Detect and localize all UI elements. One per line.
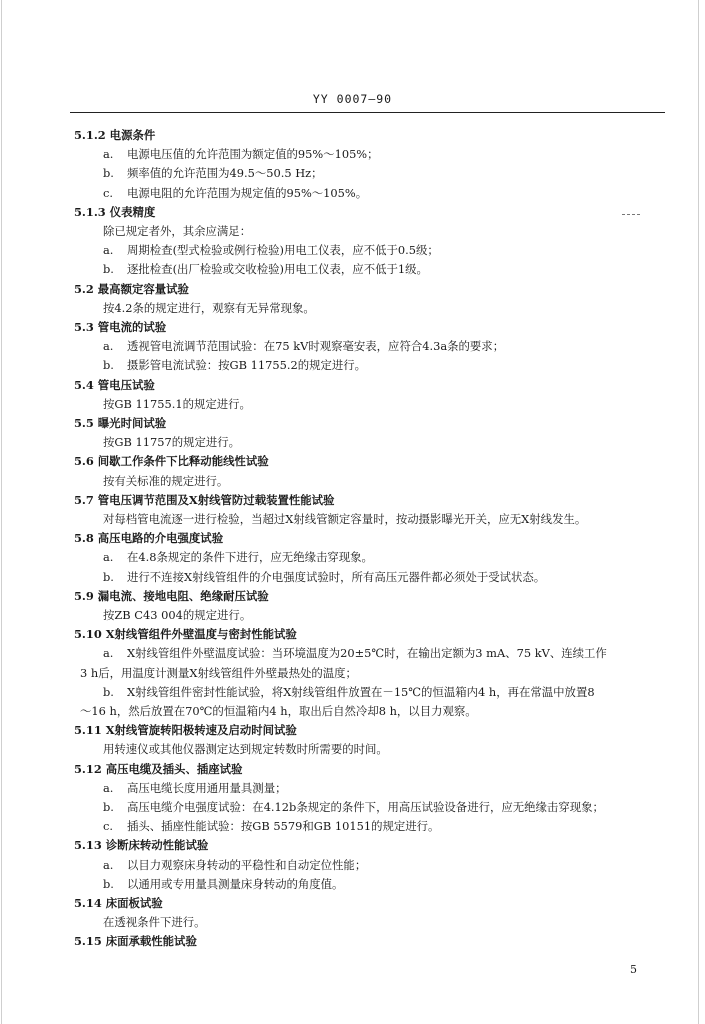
list-item-text: 高压电缆介电强度试验：在4.12b条规定的条件下，用高压试验设备进行，应无绝缘击穿现象； xyxy=(127,800,604,814)
section-heading: 5.7 管电压调节范围及X射线管防过载装置性能试验 xyxy=(74,493,335,507)
section-heading: 5.2 最高额定容量试验 xyxy=(74,282,189,296)
section-heading: 5.8 高压电路的介电强度试验 xyxy=(74,531,224,545)
list-item xyxy=(103,550,373,564)
section-heading: 5.6 间歇工作条件下比释动能线性试验 xyxy=(74,454,269,468)
list-item-label: b. xyxy=(103,570,114,584)
list-item-label: a. xyxy=(103,147,114,161)
paragraph: 按ZB C43 004的规定进行。 xyxy=(103,608,252,622)
list-item-label: c. xyxy=(103,819,114,833)
list-item-text: 以目力观察床身转动的平稳性和自动定位性能； xyxy=(127,858,367,872)
list-item-text: 以通用或专用量具测量床身转动的角度值。 xyxy=(127,877,344,891)
list-item-label: a. xyxy=(103,550,114,564)
list-item xyxy=(103,186,367,200)
section-heading: 5.3 管电流的试验 xyxy=(74,320,167,334)
list-item-text: 插头、插座性能试验：按GB 5579和GB 10151的规定进行。 xyxy=(127,819,440,833)
list-item-text: 在4.8条规定的条件下进行，应无绝缘击穿现象。 xyxy=(127,550,373,564)
list-item xyxy=(103,877,343,891)
section-heading: 5.9 漏电流、接地电阻、绝缘耐压试验 xyxy=(74,589,269,603)
list-item-label: a. xyxy=(103,781,114,795)
list-item-label: b. xyxy=(103,877,114,891)
list-item-label: b. xyxy=(103,685,114,699)
continuation-line: ～16 h，然后放置在70℃的恒温箱内4 h，取出后自然冷却8 h，以目力观察。 xyxy=(80,704,477,718)
list-item-text: X射线管组件外壁温度试验：当环境温度为20±5℃时，在输出定额为3 mA、75 kV、连续工作 xyxy=(127,646,607,660)
paragraph: 按GB 11757的规定进行。 xyxy=(103,435,241,449)
section-heading: 5.4 管电压试验 xyxy=(74,378,155,392)
paragraph: 用转速仪或其他仪器测定达到规定转数时所需要的时间。 xyxy=(103,742,388,756)
list-item xyxy=(103,570,545,584)
list-item-text: 高压电缆长度用通用量具测量； xyxy=(127,781,287,795)
section-heading: 5.1.2 电源条件 xyxy=(74,128,156,142)
continuation-line: 3 h后，用温度计测量X射线管组件外壁最热处的温度； xyxy=(80,666,357,680)
list-item-text: 频率值的允许范围为49.5～50.5 Hz； xyxy=(127,166,323,180)
scan-mark xyxy=(622,214,640,215)
list-item xyxy=(103,819,439,833)
list-item-label: b. xyxy=(103,358,114,372)
list-item xyxy=(103,800,604,814)
section-heading: 5.13 诊断床转动性能试验 xyxy=(74,838,209,852)
section-heading: 5.14 床面板试验 xyxy=(74,896,163,910)
section-heading: 5.1.3 仪表精度 xyxy=(74,205,156,219)
list-item-label: c. xyxy=(103,186,114,200)
list-item-text: 电源电阻的允许范围为规定值的95%～105%。 xyxy=(127,186,368,200)
list-item xyxy=(103,858,366,872)
list-item-label: a. xyxy=(103,646,114,660)
paragraph: 按GB 11755.1的规定进行。 xyxy=(103,397,251,411)
list-item xyxy=(103,781,286,795)
list-item xyxy=(103,147,379,161)
paragraph: 除已规定者外，其余应满足： xyxy=(103,224,252,238)
page-header: YY 0007—90 xyxy=(312,92,393,106)
section-heading: 5.11 X射线管旋转阳极转速及启动时间试验 xyxy=(74,723,297,737)
section-heading: 5.5 曝光时间试验 xyxy=(74,416,167,430)
list-item-label: b. xyxy=(103,166,114,180)
header-rule xyxy=(70,112,665,113)
list-item-label: a. xyxy=(103,339,114,353)
section-heading: 5.15 床面承载性能试验 xyxy=(74,934,197,948)
list-item-label: a. xyxy=(103,858,114,872)
list-item xyxy=(103,243,439,257)
list-item-text: 周期检查(型式检验或例行检验)用电工仪表，应不低于0.5级； xyxy=(127,243,439,257)
list-item-text: X射线管组件密封性能试验，将X射线管组件放置在－15℃的恒温箱内4 h，再在常温中放置8 xyxy=(127,685,595,699)
list-item xyxy=(103,685,595,699)
list-item-label: b. xyxy=(103,800,114,814)
list-item-label: b. xyxy=(103,262,114,276)
list-item-label: a. xyxy=(103,243,114,257)
list-item xyxy=(103,339,504,353)
list-item-text: 透视管电流调节范围试验：在75 kV时观察毫安表，应符合4.3a条的要求； xyxy=(127,339,505,353)
page-number: 5 xyxy=(630,963,637,976)
list-item-text: 进行不连接X射线管组件的介电强度试验时，所有高压元器件都必须处于受试状态。 xyxy=(127,570,546,584)
paragraph: 按4.2条的规定进行，观察有无异常现象。 xyxy=(103,301,315,315)
list-item xyxy=(103,358,366,372)
scan-edge-left xyxy=(1,0,2,1024)
list-item xyxy=(103,166,323,180)
list-item-text: 逐批检查(出厂检验或交收检验)用电工仪表，应不低于1级。 xyxy=(127,262,428,276)
paragraph: 按有关标准的规定进行。 xyxy=(103,474,229,488)
section-heading: 5.12 高压电缆及插头、插座试验 xyxy=(74,762,243,776)
list-item-text: 电源电压值的允许范围为额定值的95%～105%； xyxy=(127,147,379,161)
list-item-text: 摄影管电流试验：按GB 11755.2的规定进行。 xyxy=(127,358,367,372)
list-item xyxy=(103,262,428,276)
section-heading: 5.10 X射线管组件外壁温度与密封性能试验 xyxy=(74,627,297,641)
scan-edge-right xyxy=(698,0,699,1024)
paragraph: 在透视条件下进行。 xyxy=(103,915,206,929)
paragraph: 对每档管电流逐一进行检验，当超过X射线管额定容量时，按动摄影曝光开关，应无X射线发生。 xyxy=(103,512,587,526)
list-item xyxy=(103,646,607,660)
